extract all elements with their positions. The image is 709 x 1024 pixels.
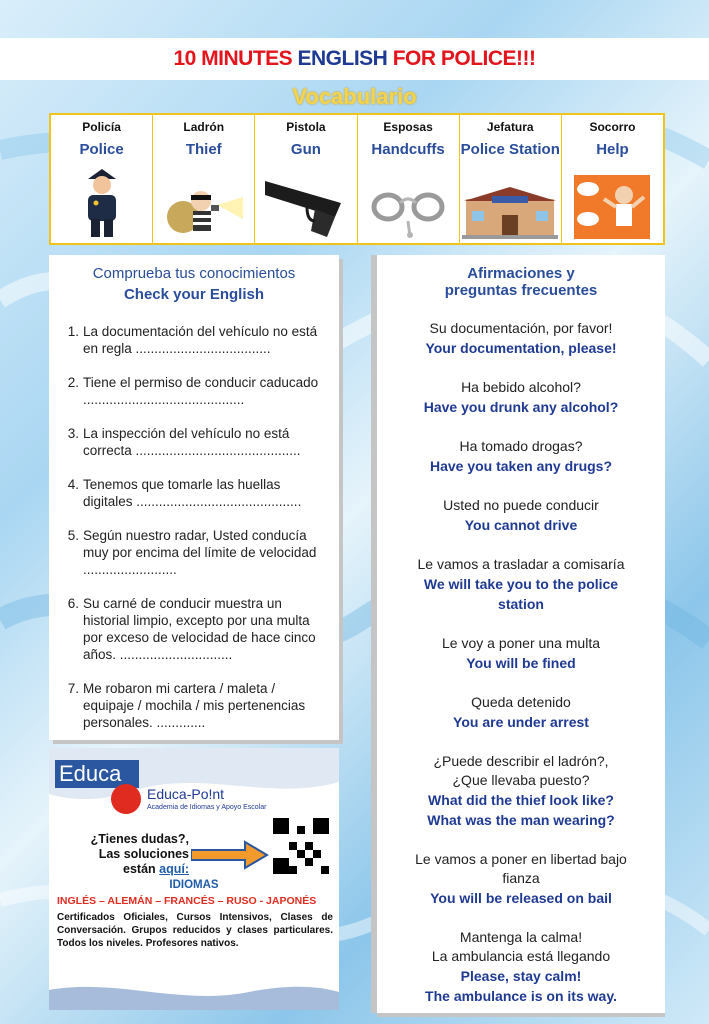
faq-spanish: Le vamos a trasladar a comisaría (417, 556, 625, 572)
ad-question-link[interactable]: aquí: (159, 862, 189, 876)
vocabulary-heading: Vocabulario (292, 84, 417, 109)
ad-brand: Educa-Po!nt (147, 786, 225, 802)
faq-spanish: Ha bebido alcohol? (461, 379, 581, 395)
thief-icon (163, 183, 245, 239)
quiz-number: 1. (67, 324, 79, 339)
faq-spanish: Usted no puede conducir (443, 497, 599, 513)
quiz-item (57, 476, 327, 510)
faq-english-line-2: The ambulance is on its way. (425, 988, 617, 1004)
faq-spanish: Le vamos a poner en libertad bajo (415, 851, 627, 867)
quiz-item (57, 595, 327, 663)
vocab-spanish: Jefatura (486, 120, 534, 134)
ad-subtitle: Academia de Idiomas y Apoyo Escolar (147, 804, 267, 811)
faq-item (377, 378, 665, 417)
faq-english-line-2: What was the man wearing? (427, 812, 615, 828)
faq-item (377, 319, 665, 358)
vocab-english: Thief (185, 141, 222, 158)
quiz-number: 6. (67, 596, 79, 611)
vocab-cell-thief (153, 115, 255, 243)
faq-english: Have you taken any drugs? (429, 458, 613, 474)
ad-question-prefix: están (123, 862, 160, 876)
faq-card (377, 255, 665, 1013)
help-icon (574, 175, 650, 239)
title-part-3: FOR POLICE!!! (392, 47, 536, 70)
faq-item (377, 437, 665, 476)
quiz-item (57, 323, 327, 357)
ad-question (71, 832, 189, 877)
quiz-text: La inspección del vehículo no está correcta ............................................ (83, 426, 301, 458)
faq-english: You are under arrest (453, 714, 589, 730)
vocab-spanish: Esposas (383, 120, 433, 134)
faq-english: We will take you to the police (423, 576, 619, 592)
quiz-number: 5. (67, 528, 79, 543)
vocab-english: Police (79, 141, 124, 158)
faq-english-line-2: station (498, 596, 544, 612)
police-officer-icon (82, 165, 122, 239)
gun-icon (263, 177, 349, 239)
educa-logo-dot (111, 784, 141, 814)
ad-idiomas: IDIOMAS (169, 879, 219, 891)
faq-spanish-line-2: La ambulancia está llegando (431, 948, 611, 964)
vocabulary-table (49, 113, 665, 245)
faq-spanish: Ha tomado drogas? (459, 438, 583, 454)
faq-english: You will be fined (466, 655, 576, 671)
quiz-text: La documentación del vehículo no está en regla .................................... (83, 324, 318, 356)
vocab-cell-help (562, 115, 663, 243)
quiz-item (57, 680, 327, 731)
faq-spanish: Le voy a poner una multa (442, 635, 600, 651)
faq-spanish-line-2: fianza (502, 870, 540, 886)
handcuffs-icon (370, 185, 446, 239)
faq-english: You will be released on bail (430, 890, 612, 906)
check-heading-spanish: Comprueba tus conocimientos (92, 265, 296, 282)
faq-english: You cannot drive (464, 517, 578, 533)
title-part-1: 10 MINUTES (173, 47, 298, 70)
arrow-right-icon (191, 840, 269, 870)
quiz-item (57, 374, 327, 408)
quiz-text: Según nuestro radar, Usted conducía muy por encima del límite de velocidad ......................... (83, 528, 317, 577)
quiz-item (57, 527, 327, 578)
vocab-spanish: Policía (82, 120, 121, 134)
faq-heading-line-2: preguntas frecuentes (444, 282, 598, 299)
police-station-icon (462, 187, 558, 239)
quiz-number: 7. (67, 681, 79, 696)
faq-item (377, 693, 665, 732)
vocab-english: Police Station (460, 141, 560, 158)
vocab-english: Handcuffs (371, 141, 445, 158)
faq-item (377, 752, 665, 830)
qr-code-icon[interactable] (273, 818, 329, 874)
quiz-text: Me robaron mi cartera / maleta / equipaje / mochila / mis pertenencias personales. ............. (83, 681, 306, 730)
educa-logo: Educa (55, 760, 139, 788)
ad-question-line-3 (71, 862, 189, 877)
vocab-spanish: Socorro (589, 120, 636, 134)
quiz-list (49, 323, 339, 731)
check-heading-english: Check your English (123, 286, 265, 303)
ad-footer-wave (49, 976, 339, 1010)
faq-item (377, 555, 665, 614)
faq-spanish: ¿Puede describir el ladrón?, (433, 753, 609, 769)
check-your-english-card (49, 255, 339, 740)
vocab-spanish: Pistola (286, 120, 326, 134)
quiz-number: 2. (67, 375, 79, 390)
vocab-cell-police (51, 115, 153, 243)
quiz-text: Tiene el permiso de conducir caducado ........................................... (83, 375, 319, 407)
vocab-cell-police-station (460, 115, 562, 243)
educa-point-ad[interactable] (49, 748, 339, 1010)
faq-spanish: Su documentación, por favor! (429, 320, 613, 336)
faq-item (377, 928, 665, 1006)
vocab-spanish: Ladrón (183, 120, 225, 134)
faq-spanish-line-2: ¿Que llevaba puesto? (452, 772, 590, 788)
faq-item (377, 634, 665, 673)
faq-spanish: Mantenga la calma! (459, 929, 583, 945)
vocab-cell-gun (255, 115, 357, 243)
quiz-text: Tenemos que tomarle las huellas digitales ............................................ (83, 477, 302, 509)
quiz-text: Su carné de conducir muestra un historial limpio, excepto por una multa por exceso de velocidad de hace cinco años. .............................. (83, 596, 316, 662)
vocab-english: Help (596, 141, 629, 158)
faq-item (377, 496, 665, 535)
faq-item (377, 850, 665, 908)
vocab-cell-handcuffs (358, 115, 460, 243)
faq-english: Your documentation, please! (425, 340, 617, 356)
faq-english: Please, stay calm! (460, 968, 582, 984)
quiz-item (57, 425, 327, 459)
faq-spanish: Queda detenido (471, 694, 571, 710)
ad-question-line-2: Las soluciones (98, 847, 189, 861)
vocab-english: Gun (290, 141, 321, 158)
faq-heading (377, 265, 665, 299)
faq-english: What did the thief look like? (428, 792, 614, 808)
page-title (0, 38, 709, 80)
ad-description: Certificados Oficiales, Cursos Intensivos, Clases de Conversación. Grupos reducidos y clases particulares. Todos los niveles. Profesores nativos. (57, 912, 333, 949)
ad-languages: INGLÉS – ALEMÁN – FRANCÉS – RUSO - JAPONÉS (57, 895, 317, 907)
quiz-number: 4. (67, 477, 79, 492)
faq-heading-line-1: Afirmaciones y (467, 265, 575, 282)
quiz-number: 3. (67, 426, 79, 441)
faq-english: Have you drunk any alcohol? (423, 399, 619, 415)
ad-question-line-1: ¿Tienes dudas?, (90, 832, 189, 846)
title-part-2: ENGLISH (297, 47, 393, 70)
